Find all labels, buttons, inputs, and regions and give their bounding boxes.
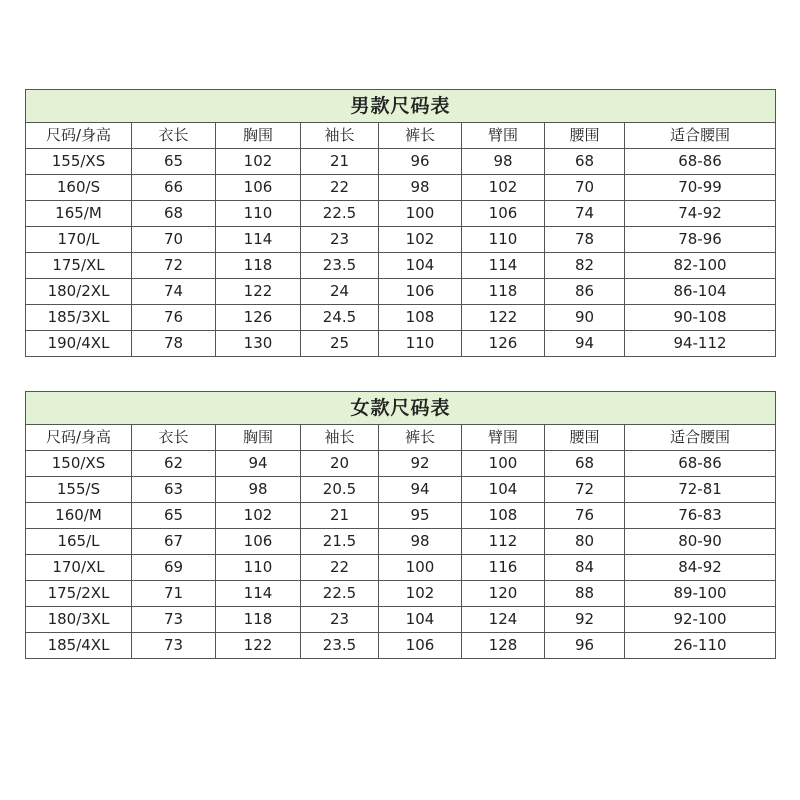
table-cell: 72-81 <box>625 477 776 503</box>
table-cell: 73 <box>132 607 216 633</box>
table-cell: 24.5 <box>301 305 379 331</box>
table-cell: 112 <box>462 529 545 555</box>
table-cell: 23 <box>301 227 379 253</box>
women-title-row <box>26 392 776 425</box>
table-cell: 124 <box>462 607 545 633</box>
table-cell: 102 <box>379 581 462 607</box>
men-title-row <box>26 90 776 123</box>
table-row <box>26 607 776 633</box>
table-cell: 22 <box>301 175 379 201</box>
table-cell: 67 <box>132 529 216 555</box>
table-cell: 72 <box>132 253 216 279</box>
table-cell: 165/L <box>26 529 132 555</box>
table-cell: 160/S <box>26 175 132 201</box>
table-cell: 65 <box>132 149 216 175</box>
table-cell: 25 <box>301 331 379 357</box>
table-cell: 118 <box>216 607 301 633</box>
table-cell: 20.5 <box>301 477 379 503</box>
table-cell: 128 <box>462 633 545 659</box>
table-cell: 96 <box>379 149 462 175</box>
table-cell: 100 <box>379 201 462 227</box>
table-cell: 21.5 <box>301 529 379 555</box>
table-cell: 122 <box>216 279 301 305</box>
table-cell: 110 <box>462 227 545 253</box>
men-header-row <box>26 123 776 149</box>
table-cell: 118 <box>216 253 301 279</box>
table-row <box>26 331 776 357</box>
table-cell: 98 <box>462 149 545 175</box>
table-cell: 104 <box>379 607 462 633</box>
table-cell: 116 <box>462 555 545 581</box>
table-cell: 92-100 <box>625 607 776 633</box>
table-cell: 118 <box>462 279 545 305</box>
table-cell: 76-83 <box>625 503 776 529</box>
table-cell: 170/L <box>26 227 132 253</box>
column-header: 臂围 <box>462 425 545 451</box>
table-cell: 21 <box>301 149 379 175</box>
table-cell: 26-110 <box>625 633 776 659</box>
table-cell: 74 <box>545 201 625 227</box>
men-size-table <box>25 89 776 357</box>
table-cell: 106 <box>379 279 462 305</box>
table-cell: 114 <box>216 227 301 253</box>
column-header: 适合腰围 <box>625 123 776 149</box>
table-row <box>26 305 776 331</box>
table-cell: 82 <box>545 253 625 279</box>
table-cell: 86 <box>545 279 625 305</box>
column-header: 袖长 <box>301 123 379 149</box>
table-cell: 185/3XL <box>26 305 132 331</box>
table-cell: 106 <box>462 201 545 227</box>
table-cell: 68-86 <box>625 451 776 477</box>
table-cell: 89-100 <box>625 581 776 607</box>
column-header: 裤长 <box>379 425 462 451</box>
table-cell: 180/2XL <box>26 279 132 305</box>
table-cell: 72 <box>545 477 625 503</box>
table-cell: 155/S <box>26 477 132 503</box>
table-cell: 110 <box>379 331 462 357</box>
table-cell: 122 <box>462 305 545 331</box>
table-row <box>26 451 776 477</box>
table-cell: 98 <box>216 477 301 503</box>
table-cell: 21 <box>301 503 379 529</box>
table-cell: 78-96 <box>625 227 776 253</box>
table-cell: 23.5 <box>301 253 379 279</box>
column-header: 衣长 <box>132 425 216 451</box>
table-row <box>26 201 776 227</box>
table-cell: 100 <box>462 451 545 477</box>
table-cell: 24 <box>301 279 379 305</box>
table-cell: 122 <box>216 633 301 659</box>
column-header: 衣长 <box>132 123 216 149</box>
table-row <box>26 503 776 529</box>
column-header: 臂围 <box>462 123 545 149</box>
table-cell: 74 <box>132 279 216 305</box>
table-cell: 110 <box>216 201 301 227</box>
table-cell: 62 <box>132 451 216 477</box>
table-cell: 68 <box>132 201 216 227</box>
table-cell: 185/4XL <box>26 633 132 659</box>
table-cell: 98 <box>379 529 462 555</box>
column-header: 腰围 <box>545 123 625 149</box>
table-cell: 102 <box>216 149 301 175</box>
table-cell: 68-86 <box>625 149 776 175</box>
table-cell: 82-100 <box>625 253 776 279</box>
table-cell: 84 <box>545 555 625 581</box>
column-header: 裤长 <box>379 123 462 149</box>
table-cell: 114 <box>462 253 545 279</box>
table-cell: 126 <box>216 305 301 331</box>
table-cell: 80 <box>545 529 625 555</box>
column-header: 袖长 <box>301 425 379 451</box>
table-cell: 23.5 <box>301 633 379 659</box>
women-size-table <box>25 391 776 659</box>
table-cell: 106 <box>379 633 462 659</box>
table-cell: 102 <box>462 175 545 201</box>
table-cell: 94-112 <box>625 331 776 357</box>
women-table-body <box>26 451 776 659</box>
table-cell: 65 <box>132 503 216 529</box>
column-header: 适合腰围 <box>625 425 776 451</box>
table-cell: 70 <box>545 175 625 201</box>
table-cell: 70-99 <box>625 175 776 201</box>
table-cell: 22.5 <box>301 581 379 607</box>
table-cell: 100 <box>379 555 462 581</box>
table-cell: 130 <box>216 331 301 357</box>
table-cell: 70 <box>132 227 216 253</box>
women-header-row <box>26 425 776 451</box>
table-cell: 190/4XL <box>26 331 132 357</box>
table-row <box>26 279 776 305</box>
women-table-title: 女款尺码表 <box>26 392 776 425</box>
table-cell: 84-92 <box>625 555 776 581</box>
table-cell: 78 <box>132 331 216 357</box>
table-row <box>26 529 776 555</box>
table-cell: 95 <box>379 503 462 529</box>
column-header: 胸围 <box>216 123 301 149</box>
table-cell: 98 <box>379 175 462 201</box>
table-cell: 76 <box>132 305 216 331</box>
table-cell: 160/M <box>26 503 132 529</box>
table-cell: 106 <box>216 175 301 201</box>
table-cell: 74-92 <box>625 201 776 227</box>
table-row <box>26 253 776 279</box>
table-cell: 20 <box>301 451 379 477</box>
table-cell: 68 <box>545 149 625 175</box>
table-cell: 23 <box>301 607 379 633</box>
table-row <box>26 477 776 503</box>
table-cell: 94 <box>216 451 301 477</box>
table-cell: 108 <box>462 503 545 529</box>
table-cell: 126 <box>462 331 545 357</box>
table-cell: 22.5 <box>301 201 379 227</box>
table-cell: 108 <box>379 305 462 331</box>
table-cell: 165/M <box>26 201 132 227</box>
table-cell: 94 <box>379 477 462 503</box>
column-header: 胸围 <box>216 425 301 451</box>
table-cell: 175/2XL <box>26 581 132 607</box>
table-cell: 106 <box>216 529 301 555</box>
table-cell: 104 <box>462 477 545 503</box>
table-cell: 155/XS <box>26 149 132 175</box>
table-cell: 96 <box>545 633 625 659</box>
table-cell: 104 <box>379 253 462 279</box>
table-cell: 63 <box>132 477 216 503</box>
table-cell: 90 <box>545 305 625 331</box>
men-table-body <box>26 149 776 357</box>
table-cell: 170/XL <box>26 555 132 581</box>
table-row <box>26 633 776 659</box>
table-cell: 180/3XL <box>26 607 132 633</box>
table-row <box>26 175 776 201</box>
table-row <box>26 581 776 607</box>
table-cell: 94 <box>545 331 625 357</box>
table-cell: 110 <box>216 555 301 581</box>
table-cell: 80-90 <box>625 529 776 555</box>
table-cell: 102 <box>216 503 301 529</box>
table-cell: 120 <box>462 581 545 607</box>
table-cell: 69 <box>132 555 216 581</box>
table-row <box>26 227 776 253</box>
table-cell: 92 <box>379 451 462 477</box>
table-cell: 73 <box>132 633 216 659</box>
table-cell: 114 <box>216 581 301 607</box>
column-header: 尺码/身高 <box>26 425 132 451</box>
table-row <box>26 555 776 581</box>
table-cell: 150/XS <box>26 451 132 477</box>
table-cell: 66 <box>132 175 216 201</box>
table-row <box>26 149 776 175</box>
table-cell: 92 <box>545 607 625 633</box>
men-table-title: 男款尺码表 <box>26 90 776 123</box>
table-cell: 86-104 <box>625 279 776 305</box>
table-cell: 102 <box>379 227 462 253</box>
table-cell: 88 <box>545 581 625 607</box>
table-cell: 71 <box>132 581 216 607</box>
column-header: 腰围 <box>545 425 625 451</box>
table-cell: 90-108 <box>625 305 776 331</box>
table-cell: 68 <box>545 451 625 477</box>
table-cell: 22 <box>301 555 379 581</box>
table-cell: 78 <box>545 227 625 253</box>
column-header: 尺码/身高 <box>26 123 132 149</box>
table-cell: 175/XL <box>26 253 132 279</box>
table-cell: 76 <box>545 503 625 529</box>
